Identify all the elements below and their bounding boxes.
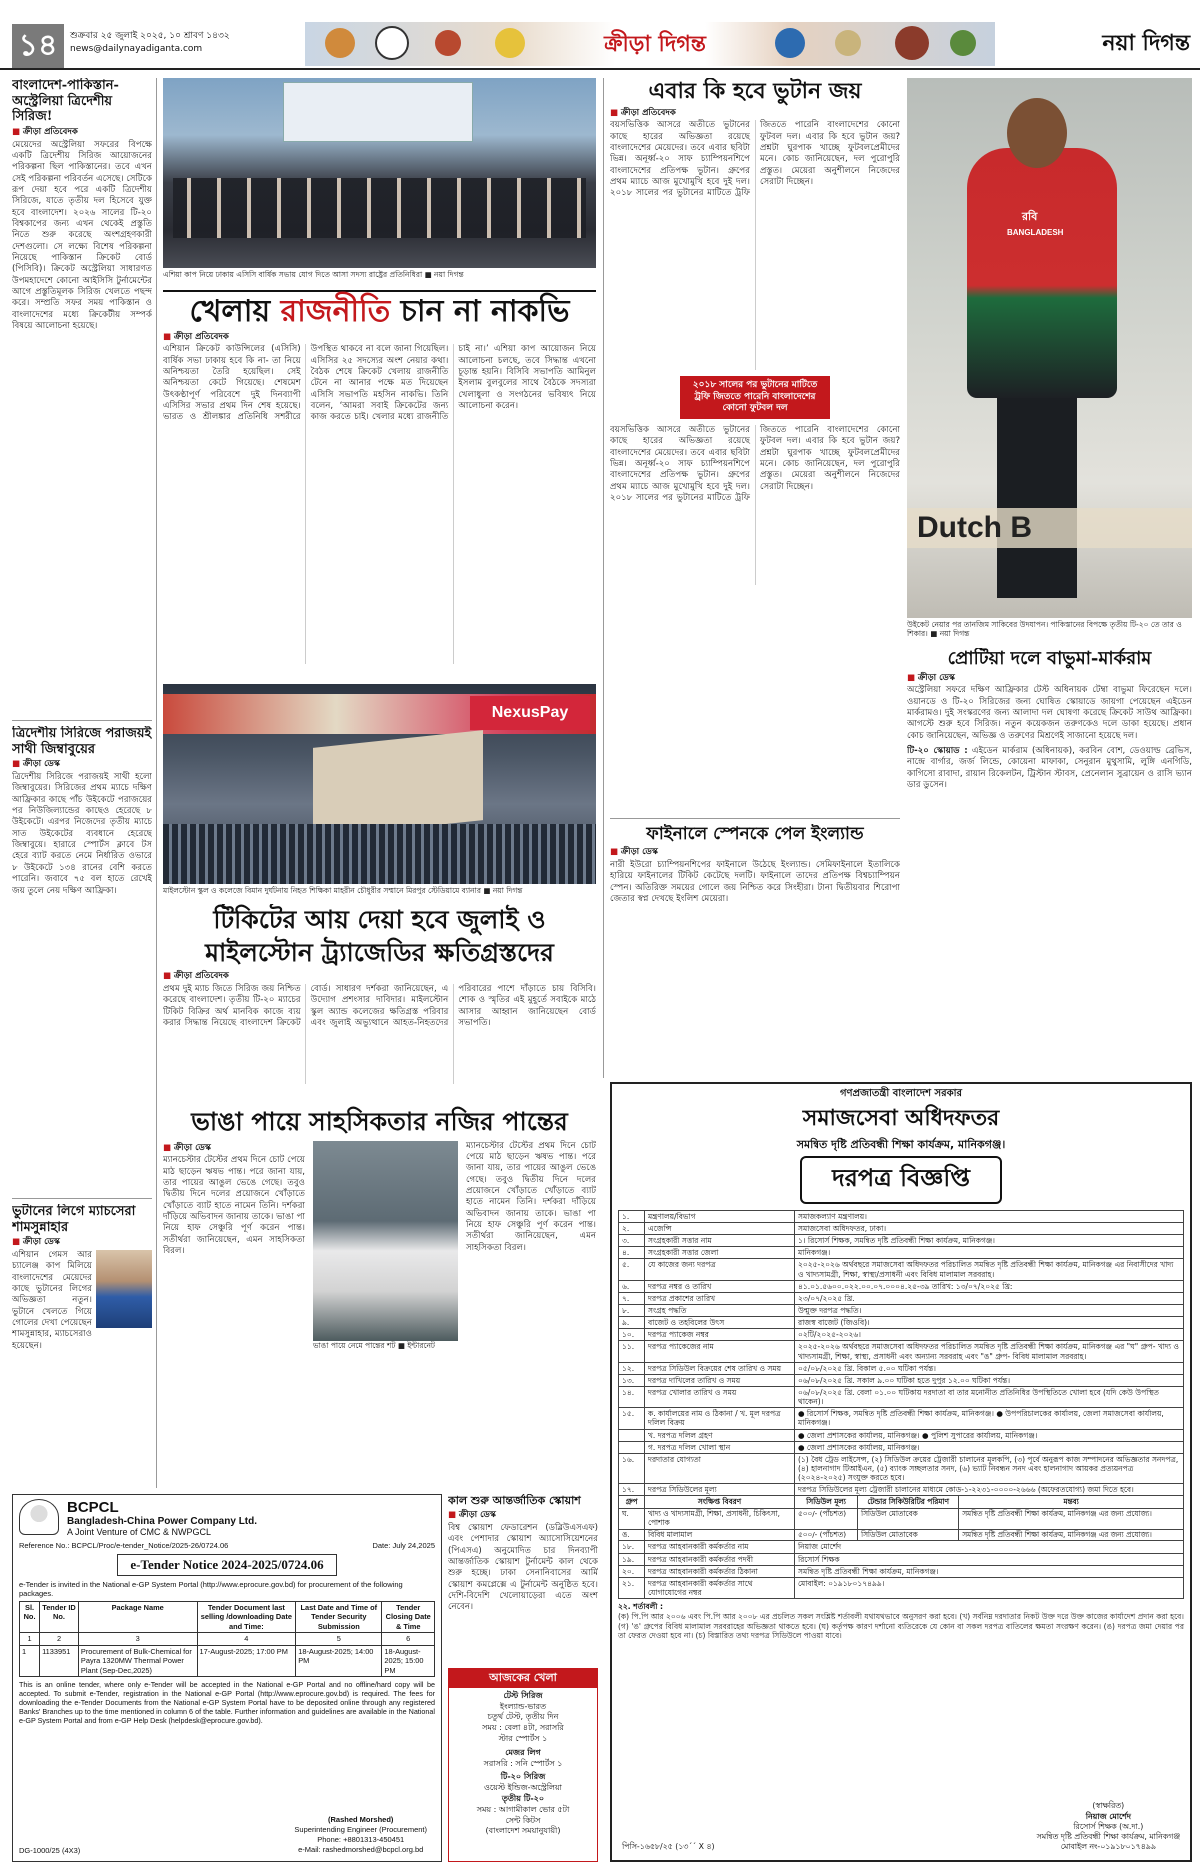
table-header: Tender Closing Date & Time: [382, 1602, 435, 1633]
table-cell: দরদাতার যোগ্যতা: [645, 1453, 795, 1483]
table-row: [619, 1508, 1184, 1529]
table-cell: ৫০০/- (পাঁচশত): [795, 1529, 858, 1541]
game-time: সময় : বেলা ৪টা, সরাসরি: [482, 1723, 564, 1733]
table-row: [619, 1441, 1184, 1453]
table-cell: ৫.: [619, 1259, 645, 1280]
todays-games-title: আজকের খেলা: [449, 1669, 597, 1688]
jersey-sponsor: রবি: [1022, 210, 1038, 223]
byline: ■ ক্রীড়া ডেস্ক: [12, 1237, 152, 1248]
tender-reference: Reference No.: BCPCL/Proc/e-tender_Notice/2025-26/0724.06: [19, 1541, 229, 1550]
table-row: [619, 1223, 1184, 1235]
table-cell: ১। রিসোর্স শিক্ষক, সমন্বিত দৃষ্টি প্রতিবন্ধী শিক্ষা কার্যক্রম, মানিকগঞ্জ।: [795, 1235, 1184, 1247]
table-cell: ১৬.: [619, 1453, 645, 1483]
article-body: বয়সভিত্তিক আসরে অতীতে ভুটানের কাছে হারের অভিজ্ঞতা রয়েছে বাংলাদেশের মেয়েদের। তবে এবার ছবিটা ভিন্ন। অনূর্ধ্ব-২০ সাফ চ্যাম্পিয়নশিপে বাংলাদেশের প্রতিপক্ষ ভুটান। গ্রুপের প্রথম ম্যাচে আজ মুখোমুখি হবে দুই দল। ২০১৮ সালের পর ভুটানের মাটিতে ট্রফি জিততে পারেনি বাংলাদেশের কোনো ফুটবল দল। এবার কি হবে ভুটান জয়? প্রশ্নটা ঘুরপাক খাচ্ছে ফুটবলপ্রেমীদের মনে। কোচ জানিয়েছেন, দল পুরোপুরি প্রস্তুত। মেয়েরা অনুশীলনে নিজেদের সেরাটা দিচ্ছেন।: [610, 120, 900, 199]
table-cell: সংগ্রহকারী সত্তার জেলা: [645, 1247, 795, 1259]
table-row: [619, 1577, 1184, 1598]
signer-name: (Rashed Morshed): [327, 1814, 394, 1824]
article-proteas: [907, 648, 1192, 1078]
player-photo: [96, 1250, 152, 1328]
article-body-cont: বয়সভিত্তিক আসরে অতীতে ভুটানের কাছে হারের অভিজ্ঞতা রয়েছে বাংলাদেশের মেয়েদের। তবে এবার ছবিটা ভিন্ন। অনূর্ধ্ব-২০ সাফ চ্যাম্পিয়নশিপে বাংলাদেশের প্রতিপক্ষ ভুটান। গ্রুপের প্রথম ম্যাচে আজ মুখোমুখি হবে দুই দল। ২০১৮ সালের পর ভুটানের মাটিতে ট্রফি জিততে পারেনি বাংলাদেশের কোনো ফুটবল দল। এবার কি হবে ভুটান জয়? প্রশ্নটা ঘুরপাক খাচ্ছে ফুটবলপ্রেমীদের মনে। কোচ জানিয়েছেন, দল পুরোপুরি প্রস্তুত। মেয়েরা অনুশীলনে নিজেদের সেরাটা দিচ্ছেন।: [610, 424, 900, 503]
table-cell: ১১.: [619, 1341, 645, 1362]
todays-games-box: [448, 1668, 598, 1862]
table-row: [619, 1235, 1184, 1247]
table-cell: ২৩/০৭/২০২৫ খ্রি.: [795, 1292, 1184, 1304]
byline: ■ ক্রীড়া ডেস্ক: [163, 1143, 305, 1154]
table-cell: ৪১.০১.৫৬০০.০২২.০০.০৭.০০০৪.২৫-৩৯ তারিখ: ১৩/০৭/২০২৫ খ্রি:: [795, 1280, 1184, 1292]
table-cell: দরপত্র খোলার তারিখ ও সময়: [645, 1386, 795, 1407]
article-body: মেয়েদের অস্ট্রেলিয়া সফরের বিপক্ষে একটি ত্রিদেশীয় সিরিজ আয়োজনের পরিকল্পনা ছিল পাকিস্তানের। তবে এখন সেই পরিকল্পনা পরিবর্তন এসেছে। সেটিকে রূপ দেয়া হবে পরে একটি ত্রিদেশীয় সিরিজে, যাতে তৃতীয় দল হিসেবে যুক্ত হবে বাংলাদেশ। ২০২৬ সালের টি-২০ বিশ্বকাপের জন্য এখন থেকেই প্রস্তুতি নিতে শুরু করেছে অংশগ্রহণকারী দেশগুলো। সে লক্ষ্যে বিশেষ পরিকল্পনা নিয়েছে পাকিস্তান ক্রিকেট বোর্ড (পিসিবি)। ক্রিকেট অস্ট্রেলিয়া সাধারণত উপমহাদেশে কোনো আইসিসি টুর্নামেন্টের আগে প্রস্তুতিমূলক সিরিজ খেলতে পছন্দ করে। সম্প্রতি সফর সময় পাকিস্তান ও বাংলাদেশের মধ্যে ক্রিকেটীয় সম্পর্ক বিষয়ে আলোচনা হয়েছে।: [12, 139, 152, 332]
game-series: মেজর লিগ: [505, 1747, 541, 1757]
table-cell: ● রিসোর্স শিক্ষক, সমন্বিত দৃষ্টি প্রতিবন্ধী শিক্ষা কার্যক্রম, মানিকগঞ্জ। ● উপপরিচালকের কার্যালয়, জেলা সমাজসেবা কার্যালয়, মানিকগঞ্জ।: [795, 1408, 1184, 1429]
table-cell: নিয়াজ মোর্শেদ: [795, 1541, 1184, 1553]
table-header: Tender ID No.: [40, 1602, 79, 1633]
tanzim-photo: [907, 78, 1192, 618]
table-row: [619, 1329, 1184, 1341]
table-row: [619, 1292, 1184, 1304]
govt-name: গণপ্রজাতন্ত্রী বাংলাদেশ সরকার: [840, 1088, 962, 1099]
table-cell: ৭.: [619, 1292, 645, 1304]
company-jv: A Joint Venture of CMC & NWPGCL: [67, 1527, 212, 1537]
company-name: Bangladesh-China Power Company Ltd.: [67, 1516, 258, 1527]
table-cell: ৬.: [619, 1280, 645, 1292]
table-cell: মানিকগঞ্জ।: [795, 1247, 1184, 1259]
table-header: সিডিউল মূল্য: [795, 1496, 858, 1508]
table-cell: ঙ.: [619, 1529, 645, 1541]
byline: ■ ক্রীড়া ডেস্ক: [12, 759, 152, 770]
sig-phone: মোবাইল নং-০১৯১৮০১৭৪৯৯: [1060, 1841, 1156, 1851]
game-venue: সেন্ট কিটস: [505, 1815, 541, 1825]
terms-title: ২২. শর্তাবলী :: [618, 1602, 663, 1612]
column-number: 2: [40, 1633, 79, 1645]
article-zimbabwe: [12, 726, 152, 1196]
article-pant: [163, 1106, 596, 1488]
photo-caption: ভাঙা পায়ে নেমে পান্তের শট ■ ইন্টারনেট: [313, 1340, 436, 1350]
column-number: 6: [382, 1633, 435, 1645]
article-bhutan-win: [610, 78, 900, 608]
tender-date: Date: July 24,2025: [372, 1541, 435, 1550]
signer-phone: Phone: +8801313-450451: [317, 1834, 405, 1844]
byline: ■ ক্রীড়া ডেস্ক: [907, 673, 1192, 684]
officer-table: [618, 1540, 1184, 1599]
byline: ■ ক্রীড়া ডেস্ক: [610, 847, 900, 858]
table-cell: দরপত্র দাখিলের তারিখ ও সময়: [645, 1374, 795, 1386]
article-bhutan-league: [12, 1204, 152, 1488]
sig-name: নিয়াজ মোর্শেদ: [1085, 1811, 1131, 1821]
tender-table: [19, 1601, 435, 1677]
jersey-team: BANGLADESH: [1007, 228, 1064, 237]
article-body-cont: ম্যানচেস্টার টেস্টের প্রথম দিনে চোট পেয়ে মাঠ ছাড়েন ঋষভ পান্ত। পরে জানা যায়, তার পায়ের আঙুল ভেঙে গেছে। তবুও দ্বিতীয় দিনে দলের প্রয়োজনে খোঁড়াতে খোঁড়াতে ব্যাট হাতে নামেন তিনি। দর্শকরা দাঁড়িয়ে অভিবাদন জানায় তাকে। ভাঙা পা নিয়ে হাফ সেঞ্চুরি পূর্ণ করেন পান্ত। সতীর্থরা জানিয়েছেন, এমন সাহসিকতা বিরল।: [466, 1140, 596, 1253]
table-cell: ৫০০/- (পাঁচশত): [795, 1508, 858, 1529]
table-cell: ০২টি/২০২৫-২০২৬।: [795, 1329, 1184, 1341]
game-time: সময় : আগামীকাল ভোর ৫টা: [476, 1804, 570, 1814]
table-row: [619, 1529, 1184, 1541]
game-channel: সরাসরি : সনি স্পোর্টস ১: [483, 1758, 563, 1768]
signer-title: Superintending Engineer (Procurement): [294, 1824, 427, 1834]
table-cell: ২০২৫-২০২৬ অর্থবছরে সমাজসেবা অধিদফতর পরিচালিত সমন্বিত দৃষ্টি প্রতিবন্ধী শিক্ষা কার্যক্রম, মানিকগঞ্জ এর নিবাসীদের খাদ্য ও খাদ্যসামগ্রী, শিক্ষা, স্বাস্থ্য/প্রসাধনী এবং বিবিধ মালামাল সরবরাহ।: [795, 1259, 1184, 1280]
pant-photo: [313, 1141, 458, 1341]
article-naqvi: [163, 290, 596, 680]
table-cell: মন্ত্রণালয়/বিভাগ: [645, 1210, 795, 1222]
squad-label: টি-২০ স্কোয়াড :: [907, 746, 968, 757]
table-row: [619, 1362, 1184, 1374]
table-row: [619, 1317, 1184, 1329]
govt-tender-notice: [610, 1082, 1192, 1862]
table-cell: দরপত্র প্রকাশের তারিখ: [645, 1292, 795, 1304]
table-cell: ০৬/০৮/২০২৫ খ্রি. সকাল ৯.০০ ঘটিকা হতে দুপুর ১২.০০ ঘটিকা পর্যন্ত।: [795, 1374, 1184, 1386]
table-cell: দরপত্র সিডিউলের মূল্য ট্রেজারী চালানের মাধ্যমে কোড-১-২২৩১-০০০০-২৬৬৬ (অফেরতযোগ্য) জমা দিতে হবে।: [795, 1484, 1184, 1496]
company-abbr: BCPCL: [67, 1499, 119, 1516]
table-cell: ১২.: [619, 1362, 645, 1374]
article-headline: এবার কি হবে ভুটান জয়: [648, 78, 862, 104]
notice-title: দরপত্র বিজ্ঞপ্তি: [800, 1156, 1002, 1204]
article-body: অস্ট্রেলিয়া সফরে দক্ষিণ আফ্রিকার টেস্ট অধিনায়ক টেম্বা বাভুমা ফিরেছেন দলে। ওয়ানডে ও টি-২০ সিরিজের জন্য ঘোষিত স্কোয়াডে জায়গা পেয়েছেন এইডেন মার্করামও। দুই সংস্করণের জন্য আলাদা দল ঘোষণা করেছে ক্রিকেট সাউথ আফ্রিকা। আগস্টে শুরু হবে সিরিজ। নতুন কয়েকজন তরুণকেও দলে ডাকা হয়েছে। প্রধান কোচ জানিয়েছেন, অভিজ্ঞ ও তরুণের মিশ্রণেই সাজানো হয়েছে দল।: [907, 685, 1192, 741]
table-cell: ● জেলা প্রশাসকের কার্যালয়, মানিকগঞ্জ। ● পুলিশ সুপারের কার্যালয়, মানিকগঞ্জ।: [795, 1429, 1184, 1441]
column-number: 4: [197, 1633, 296, 1645]
table-row: [619, 1408, 1184, 1429]
table-cell: ০৬/০৮/২০২৫ খ্রি. বেলা ০১.০০ ঘটিকায় দরদাতা বা তার মনোনীত প্রতিনিধির উপস্থিতিতে খোলা হবে (যদি কেউ উপস্থিত থাকেন)।: [795, 1386, 1184, 1407]
tender-signature: [294, 1815, 427, 1856]
table-cell: খাদ্য ও খাদ্যসামগ্রী, শিক্ষা, প্রসাধনী, চিকিৎসা, পোশাক: [645, 1508, 795, 1529]
table-cell: সমন্বিত দৃষ্টি প্রতিবন্ধী শিক্ষা কার্যক্রম, মানিকগঞ্জ এর জন্য প্রযোজ্য।: [959, 1529, 1184, 1541]
table-row: [619, 1553, 1184, 1565]
table-cell: 1133951: [40, 1645, 79, 1676]
table-cell: 1: [20, 1645, 40, 1676]
table-cell: ৩.: [619, 1235, 645, 1247]
table-cell: রাজস্ব বাজেট (জিওবি)।: [795, 1317, 1184, 1329]
squad-list: এইডেন মার্করাম (অধিনায়ক), করবিন বোশ, ডেওয়াল্ড ব্রেভিস, নান্দ্রে বার্গার, জর্জ লিন্ডে, কোয়েনা মাফাকা, সেনুরান মুথুসামি, লুঙ্গি এনগিডি, কাগিসো রাবাদা, রায়ান রিকেলটন, ট্রিস্টান স্টাবস, প্রেনেলান সুব্রায়েন ও রাসি ভ্যান ডার ডুসেন।: [907, 746, 1192, 791]
acc-meeting-photo: [163, 78, 596, 268]
tender-notes: This is an online tender, where only e-Tender will be accepted in the National e-GP Portal and no offline/hard copy will be accepted. To submit e-Tender, registration in the National e-GP Portal (http://www.eprocure.gov.bd) is required. The fees for downloading the e-Tender Documents from the National e-GP System Portal have to be deposited online through any registered Banks' Branches up to the time mentioned in column 6 of the table. Further information and guidelines are available in the National e-GP System Portal and from e-GP Help Desk (helpdesk@eprocure.gov.bd).: [19, 1680, 435, 1726]
article-body: ত্রিদেশীয় সিরিজে পরাজয়ই সাথী হলো জিম্বাবুয়ের। সিরিজের প্রথম ম্যাচে দক্ষিণ আফ্রিকার কাছে পাঁচ উইকেটে পরাজয়ের পর নিউজিল্যান্ডের কাছেও হেরেছে ৮ উইকেটে। এরপর নিজেদের তৃতীয় ম্যাচে সাত উইকেটের ব্যবধানে হেরেছে জিম্বাবুয়ে। হারারে স্পোর্টস ক্লাবে টস হেরে ব্যাট করতে নেমে নির্ধারিত ওভারে ৮ উইকেটে ১৩৪ রানের বেশি করতে পারেনি। জবাবে ৭৫ বল হাতে রেখেই জয় তুলে নেয় দক্ষিণ আফ্রিকা।: [12, 772, 152, 896]
table-cell: দরপত্র আহবানকারী কর্মকর্তার নাম: [645, 1541, 795, 1553]
table-cell: সিডিউল মোতাবেক: [858, 1508, 959, 1529]
table-cell: খ. দরপত্র দলিল গ্রহণ: [645, 1429, 795, 1441]
game-match: ওয়েস্ট ইন্ডিজ-অস্ট্রেলিয়া: [484, 1783, 562, 1793]
table-header: Tender Document last selling /downloading Date and Time:: [197, 1602, 296, 1633]
table-row: [619, 1453, 1184, 1483]
table-header: সংক্ষিপ্ত বিবরণ: [645, 1496, 795, 1508]
table-cell: বিবিধ মালামাল: [645, 1529, 795, 1541]
table-cell: [619, 1441, 645, 1453]
article-body: বিশ্ব স্কোয়াশ ফেডারেশন (ডব্লিউএসএফ) এবং পেশাদার স্কোয়াশ অ্যাসোসিয়েশনের (পিএসএ) অনুমোদিত চার দিনব্যাপী আন্তর্জাতিক স্কোয়াশ টুর্নামেন্ট কাল থেকে শুরু হচ্ছে। ঢাকা সেনানিবাসের আর্মি স্কোয়াশ কমপ্লেক্সে এ টুর্নামেন্ট অনুষ্ঠিত হবে। দেশি-বিদেশি খেলোয়াড়েরা এতে অংশ নেবেন।: [448, 1522, 598, 1613]
table-row: [619, 1386, 1184, 1407]
table-cell: দরপত্র আহবানকারী কর্মকর্তার পদবী: [645, 1553, 795, 1565]
table-row: [619, 1247, 1184, 1259]
article-tri-series: [12, 78, 152, 718]
byline: ■ ক্রীড়া ডেস্ক: [448, 1510, 598, 1521]
table-cell: গ. দরপত্র দলিল খোলা স্থান: [645, 1441, 795, 1453]
table-cell: ২০.: [619, 1565, 645, 1577]
ad-code: পিসি-১৬৫৮/২৫ (১৩´´ X ৪): [622, 1842, 715, 1852]
table-row: [619, 1429, 1184, 1441]
article-headline: প্রোটিয়া দলে বাভুমা-মার্করাম: [947, 648, 1152, 669]
table-cell: 18-August-2025; 14:00 PM: [296, 1645, 382, 1676]
table-cell: সমন্বিত দৃষ্টি প্রতিবন্ধী শিক্ষা কার্যক্রম, মানিকগঞ্জ এর জন্য প্রযোজ্য।: [959, 1508, 1184, 1529]
table-header: Last Date and Time of Tender Security Submission: [296, 1602, 382, 1633]
table-header: টেন্ডার সিকিউরিটির পরিমাণ: [858, 1496, 959, 1508]
article-headline: টিকিটের আয় দেয়া হবে জুলাই ও মাইলস্টোন ট্র্যাজেডির ক্ষতিগ্রস্তদের: [205, 905, 554, 967]
photo-caption: মাইলস্টোন স্কুল ও কলেজে বিমান দুর্ঘটনায় নিহত শিক্ষিকা মাহরীন চৌধুরীর সম্মানে মিরপুর স্টেডিয়ামে ব্যানার ■ নয়া দিগন্ত: [163, 886, 523, 895]
table-cell: দরপত্র প্যাকেজের নাম: [645, 1341, 795, 1362]
sig-title: রিসোর্স শিক্ষক (অ.দা.): [1073, 1821, 1144, 1831]
article-headline: ত্রিদেশীয় সিরিজে পরাজয়ই সাথী জিম্বাবুয়ের: [12, 726, 152, 757]
table-cell: ১৭.: [619, 1484, 645, 1496]
page-number: ১৪: [12, 24, 64, 68]
table-cell: ক. কার্যালয়ের নাম ও ঠিকানা / খ. মূল দরপত্র দলিল বিক্রয়: [645, 1408, 795, 1429]
table-row: [619, 1484, 1184, 1496]
table-header: Package Name: [78, 1602, 197, 1633]
game-note: (বাংলাদেশ সময়ানুযায়ী): [485, 1826, 561, 1836]
column-number: 5: [296, 1633, 382, 1645]
header-email: news@dailynayadiganta.com: [70, 43, 203, 54]
table-cell: ২১.: [619, 1577, 645, 1598]
table-cell: ঘ.: [619, 1508, 645, 1529]
table-header: মন্তব্য: [959, 1496, 1184, 1508]
table-cell: [619, 1429, 645, 1441]
table-cell: ১৩.: [619, 1374, 645, 1386]
table-cell: সংগ্রহ পদ্ধতি: [645, 1305, 795, 1317]
byline: ■ ক্রীড়া প্রতিবেদক: [610, 108, 900, 119]
byline: ■ ক্রীড়া প্রতিবেদক: [12, 127, 152, 138]
table-row: [619, 1541, 1184, 1553]
terms-body: (ক) পি.পি আর ২০০৬ এবং পি.পি আর ২০০৮ এর প্রচলিত সকল সংশ্লিষ্ট শর্তাবলী যথাযথভাবে অনুসরণ করা হবে। (খ) সর্বনিম্ন দরদাতার নিকট উক্ত দরে উক্ত কাজের কার্যাদেশ প্রদান করা হবে। (গ) 'ঙ' গ্রুপের বিবিধ মালামাল সরবরাহের অভিজ্ঞতা থাকতে হবে। (ঘ) কর্তৃপক্ষ কারণ দর্শানো ব্যতিরেকে যে কোন বা সকল দরপত্র বাতিলের ক্ষমতা সংরক্ষণ করেন। (ঙ) দরপত্র জমা দেয়ার পর তা ফেরত দেওয়া হবে না। (চ) বিস্তারিত তথ্য দরপত্র সিডিউলে পাওয়া যাবে।: [618, 1611, 1184, 1641]
game-series: টেস্ট সিরিজ: [503, 1690, 543, 1700]
table-cell: সমন্বিত দৃষ্টি প্রতিবন্ধী শিক্ষা কার্যক্রম, মানিকগঞ্জ।: [795, 1565, 1184, 1577]
table-cell: সমাজকল্যাণ মন্ত্রণালয়।: [795, 1210, 1184, 1222]
table-cell: ১৫.: [619, 1408, 645, 1429]
table-cell: ১৯.: [619, 1553, 645, 1565]
bcpcl-logo-icon: [19, 1499, 59, 1535]
table-row: [619, 1259, 1184, 1280]
header-meta: [70, 30, 300, 55]
pull-quote: ২০১৮ সালের পর ভুটানের মাটিতে ট্রফি জিততে পারেনি বাংলাদেশের কোনো ফুটবল দল: [680, 376, 830, 419]
column-number: 1: [20, 1633, 40, 1645]
table-cell: ৮.: [619, 1305, 645, 1317]
bcpcl-tender-notice: [12, 1494, 442, 1862]
article-body: প্রথম দুই ম্যাচ জিতে সিরিজ জয় নিশ্চিত করেছে বাংলাদেশ। তৃতীয় টি-২০ ম্যাচের টিকিট বিক্রির অর্থ মানবিক কাজে ব্যয় করার সিদ্ধান্ত নিয়েছে বাংলাদেশ ক্রিকেট বোর্ড। সাধারণ দর্শকরা জানিয়েছেন, এ উদ্যোগ প্রশংসার দাবিদার। মাইলস্টোন স্কুল অ্যান্ড কলেজের ক্ষতিগ্রস্ত পরিবার এবং জুলাই অভ্যুত্থানে আহত-নিহতদের পরিবারের পাশে দাঁড়াতে চায় বিসিবি। শোক ও স্মৃতির এই মুহূর্তে সবাইকে মাঠে আসার আহ্বান জানিয়েছেন বোর্ড সভাপতি।: [163, 983, 596, 1028]
signature-block: [1037, 1801, 1180, 1852]
table-cell: ৪.: [619, 1247, 645, 1259]
table-row: [619, 1374, 1184, 1386]
notice-table: [618, 1210, 1184, 1497]
table-cell: ০৫/০৮/২০২৫ খ্রি. বিকাল ৫.০০ ঘটিকা পর্যন্ত।: [795, 1362, 1184, 1374]
dg-code: DG-1000/25 (4X3): [19, 1846, 81, 1855]
table-cell: দরপত্র আহবানকারী কর্মকর্তার সাথে যোগাযোগের নম্বর: [645, 1577, 795, 1598]
photo-caption: উইকেট নেয়ার পর তানজিম সাকিবের উদযাপন। পাকিস্তানের বিপক্ষে তৃতীয় টি-২০ তে তার ও শিকার। ■ নয়া দিগন্ত: [907, 620, 1182, 639]
table-cell: সংগ্রহকারী সত্তার নাম: [645, 1235, 795, 1247]
article-body: এশিয়ান গেমস আর চ্যালেঞ্জ কাপ মিলিয়ে বাংলাদেশের মেয়েদের কাছে ভুটানের লিগের অভিজ্ঞতা নতুন। ভুটানে খেলতে গিয়ে গোলের দেখা পেয়েছেন শামসুন্নাহার, ম্যাচসেরাও হয়েছেন।: [12, 1250, 92, 1351]
table-cell: ● জেলা প্রশাসকের কার্যালয়, মানিকগঞ্জ।: [795, 1441, 1184, 1453]
page-header: [0, 0, 1200, 70]
table-cell: ২.: [619, 1223, 645, 1235]
table-row: [619, 1565, 1184, 1577]
table-cell: বাজেট ও তহবিলের উৎস: [645, 1317, 795, 1329]
table-cell: রিসোর্স শিক্ষক: [795, 1553, 1184, 1565]
game-series: টি-২০ সিরিজ: [500, 1772, 546, 1782]
table-cell: (১) বৈধ ট্রেড লাইসেন্স, (২) সিডিউল ক্রয়ের ট্রেজারী চালানের মূলকপি, (৩) পূর্বে অনুরূপ কাজ সম্পাদনের অভিজ্ঞতার সনদপত্র, (৪) হালনাগাদ টিআইএন, (৫) ব্যাংক সচ্ছলতার সনদ, (৬) ভ্যাট নিবন্ধন সনদ এবং হালনাগাদ আয়কর প্রত্যয়নপত্র (২০২৪-২০২৫) সংযুক্ত করতে হবে।: [795, 1453, 1184, 1483]
section-title: ক্রীড়া দিগন্ত: [604, 31, 706, 57]
column-number: 3: [78, 1633, 197, 1645]
table-cell: দরপত্র সিডিউলের মূল্য: [645, 1484, 795, 1496]
article-body: নারী ইউরো চ্যাম্পিয়নশিপের ফাইনালে উঠেছে ইংল্যান্ড। সেমিফাইনালে ইতালিকে হারিয়ে ফাইনালের টিকিট কেটেছে দলটি। ফাইনালে তাদের প্রতিপক্ষ বিশ্বচ্যাম্পিয়ন স্পেন। অতিরিক্ত সময়ের গোলে জয় নিশ্চিত করে সিংহীরা। টানা দ্বিতীয়বার শিরোপা জেতার স্বপ্ন দেখছে ইংলিশ মেয়েরা।: [610, 860, 900, 905]
table-row: [619, 1280, 1184, 1292]
table-cell: দরপত্র নম্বর ও তারিখ: [645, 1280, 795, 1292]
article-ticket-revenue: [163, 904, 596, 1104]
nexuspay-ad: NexusPay: [470, 696, 590, 730]
schedule-table: [618, 1495, 1184, 1541]
table-cell: ৯.: [619, 1317, 645, 1329]
program-name: সমন্বিত দৃষ্টি প্রতিবন্ধী শিক্ষা কার্যক্রম, মানিকগঞ্জ।: [796, 1137, 1006, 1151]
table-cell: 18-August-2025; 15:00 PM: [382, 1645, 435, 1676]
table-cell: ১৪.: [619, 1386, 645, 1407]
table-cell: ১৮.: [619, 1541, 645, 1553]
game-channel: স্টার স্পোর্টস ১: [498, 1734, 548, 1744]
table-cell: 17-August-2025; 17:00 PM: [197, 1645, 296, 1676]
stadium-board: Dutch B: [907, 508, 1192, 548]
table-cell: মোবাইল: ০১৯১৮০১৭৪৯৯।: [795, 1577, 1184, 1598]
date-line: শুক্রবার ২৫ জুলাই ২০২৫, ১০ শ্রাবণ ১৪৩২: [70, 31, 230, 41]
sig-note: (স্বাক্ষরিত): [1092, 1801, 1125, 1811]
table-row: [619, 1305, 1184, 1317]
newspaper-masthead: নয়া দিগন্ত: [1102, 30, 1190, 56]
game-match: ইংল্যান্ড-ভারত: [499, 1701, 547, 1711]
article-headline: বাংলাদেশ-পাকিস্তান-অস্ট্রেলিয়া ত্রিদেশীয় সিরিজ!: [12, 78, 119, 125]
table-cell: দরপত্র আহবানকারী কর্মকর্তার ঠিকানা: [645, 1565, 795, 1577]
photo-caption: এশিয়া কাপ নিয়ে ঢাকায় এসিসি বার্ষিক সভায় যোগ দিতে আসা সদস্য রাষ্ট্রের প্রতিনিধিরা ■ নয়া দিগন্ত: [163, 270, 464, 279]
table-cell: যে কাজের জন্য দরপত্র: [645, 1259, 795, 1280]
article-squash: [448, 1494, 598, 1664]
table-cell: Procurement of Bulk-Chemical for Payra 1320MW Thermal Power Plant (Sep-Dec,2025): [78, 1645, 197, 1676]
article-headline: ভাঙা পায়ে সাহসিকতার নজির পান্তের: [191, 1107, 568, 1136]
table-cell: ১.: [619, 1210, 645, 1222]
article-headline: কাল শুরু আন্তর্জাতিক স্কোয়াশ: [448, 1494, 581, 1507]
article-england-final: [610, 824, 900, 1074]
table-cell: ১০.: [619, 1329, 645, 1341]
table-cell: দরপত্র সিডিউল বিক্রয়ের শেষ তারিখ ও সময়: [645, 1362, 795, 1374]
table-cell: উন্মুক্ত দরপত্র পদ্ধতি।: [795, 1305, 1184, 1317]
game-day: চতুর্থ টেস্ট, তৃতীয় দিন: [487, 1712, 559, 1722]
table-cell: সমাজসেবা অধিদফতর, ঢাকা।: [795, 1223, 1184, 1235]
byline: ■ ক্রীড়া প্রতিবেদক: [163, 971, 596, 982]
milestone-tribute-photo: [163, 684, 596, 884]
byline: ■ ক্রীড়া প্রতিবেদক: [163, 332, 596, 343]
article-headline: ফাইনালে স্পেনকে পেল ইংল্যান্ড: [646, 824, 864, 844]
table-cell: এজেন্সি: [645, 1223, 795, 1235]
article-headline: খেলায় রাজনীতি চান না নাকভি: [163, 290, 596, 330]
dept-name: সমাজসেবা অধিদফতর: [802, 1104, 1000, 1131]
sig-org: সমন্বিত দৃষ্টি প্রতিবন্ধী শিক্ষা কার্যক্রম, মানিকগঞ্জ: [1036, 1831, 1180, 1841]
article-headline: ভুটানের লিগে ম্যাচসেরা শামসুন্নাহার: [12, 1204, 136, 1235]
table-row: [619, 1341, 1184, 1362]
table-header: Sl. No.: [20, 1602, 40, 1633]
table-row: [619, 1210, 1184, 1222]
table-header: গ্রুপ: [619, 1496, 645, 1508]
signer-email: e-Mail: rashedmorshed@bcpcl.org.bd: [298, 1844, 424, 1854]
table-cell: ২০২৫-২০২৬ অর্থবছরে সমাজসেবা অধিদফতর পরিচালিত সমন্বিত দৃষ্টি প্রতিবন্ধী শিক্ষা কার্যক্রম, মানিকগঞ্জ এর "ঘ" গ্রুপ- খাদ্য ও খাদ্যসামগ্রী, শিক্ষা, স্বাস্থ্য, প্রসাধনী এবং অন্যান্য সরবরাহ এবং "ঙ" গ্রুপ- বিবিধ মালামাল সরবরাহ।: [795, 1341, 1184, 1362]
table-cell: সিডিউল মোতাবেক: [858, 1529, 959, 1541]
game-day: তৃতীয় টি-২০: [501, 1794, 545, 1804]
table-cell: দরপত্র প্যাকেজ নম্বর: [645, 1329, 795, 1341]
tender-intro: e-Tender is invited in the National e-GP System Portal (http://www.eprocure.gov.bd) for procurement of the following packages.: [19, 1580, 403, 1598]
article-body: ম্যানচেস্টার টেস্টের প্রথম দিনে চোট পেয়ে মাঠ ছাড়েন ঋষভ পান্ত। পরে জানা যায়, তার পায়ের আঙুল ভেঙে গেছে। তবুও দ্বিতীয় দিনে দলের প্রয়োজনে খোঁড়াতে খোঁড়াতে ব্যাট হাতে নামেন তিনি। দর্শকরা দাঁড়িয়ে অভিবাদন জানায় তাকে। ভাঙা পা নিয়ে হাফ সেঞ্চুরি পূর্ণ করেন পান্ত। সতীর্থরা জানিয়েছেন, এমন সাহসিকতা বিরল।: [163, 1155, 305, 1257]
article-body: এশিয়ান ক্রিকেট কাউন্সিলের (এসিসি) বার্ষিক সভা ঢাকায় হবে কি না- তা নিয়ে অনিশ্চয়তা তৈরি হয়েছিল। সেই অনিশ্চয়তা কেটে গিয়েছে। শেষমেশ উৎকণ্ঠাপূর্ণ পরিবেশে দুই দিনব্যাপী এসিসির সভার প্রথম দিন শেষ হয়েছে। ভারত ও শ্রীলঙ্কার প্রতিনিধি সশরীরে উপস্থিত থাকবে না বলে জানা গিয়েছিল। এসিসির ২৫ সদস্যের অংশ নেয়ার কথা। বৈঠক শেষে ক্রিকেট খেলায় রাজনীতি টেনে না আনার পক্ষে মত দিয়েছেন এসিসি সভাপতি মহসিন নাকভি। তিনি বলেন, ‘আমরা সবাই ক্রিকেটের জন্য কাজ করতে চাই। খেলার মধ্যে রাজনীতি চাই না।’ এশিয়া কাপ আয়োজন নিয়ে আলোচনা চলছে, তবে সিদ্ধান্ত এখনো চূড়ান্ত হয়নি। বিসিবি সভাপতি আমিনুল ইসলাম বুলবুলের সাথে বৈঠকে সদস্যরা খেলাধুলা ও সংগঠনের ভবিষ্যৎ নিয়ে আলোচনা করেন।: [163, 344, 596, 423]
tender-title: e-Tender Notice 2024-2025/0724.06: [117, 1554, 336, 1576]
